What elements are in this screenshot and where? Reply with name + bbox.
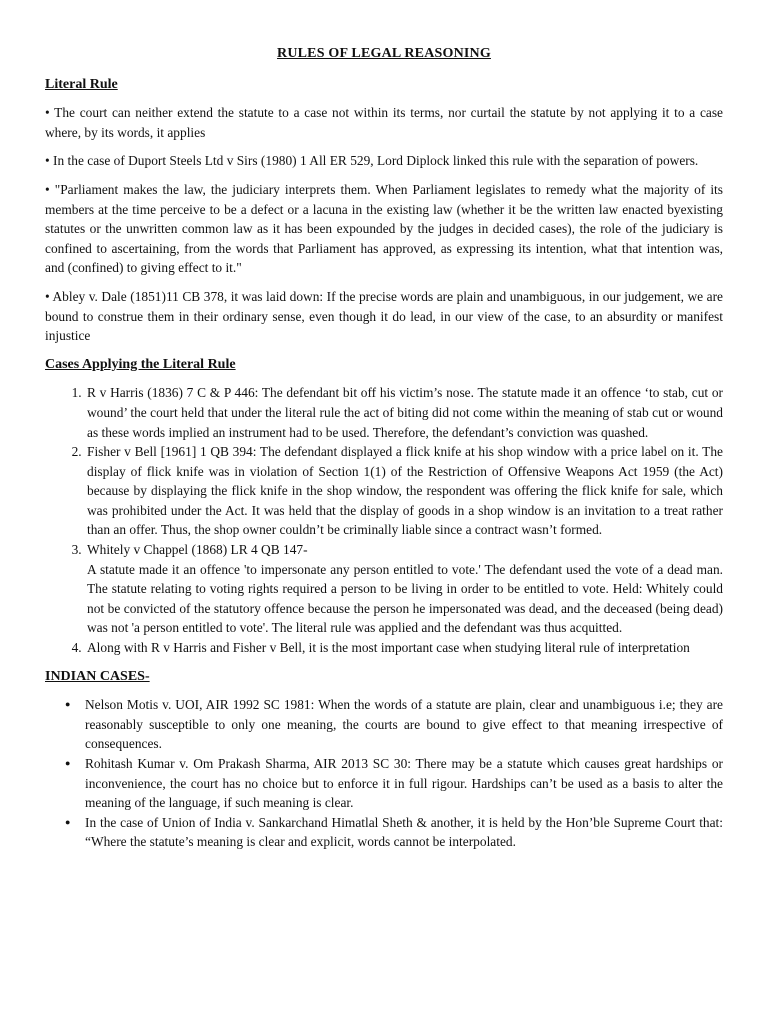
case-text: Fisher v Bell [1961] 1 QB 394: The defendant displayed a flick knife at his shop window with a price label on it. The display of flick knife was in violation of Section 1(1) of the Restriction of Offensive Weapons Act 1959 (the Act) because by displaying the flick knife in the shop window, the respondent was offering the flick knife for sale, which was prohibited under the Act. It was held that the display of goods in a shop window is an invitation to a treat rather than an offer. Thus, the shop owner couldn’t be criminally liable since a contract wasn’t formed. [87, 444, 723, 538]
list-item: ● Nelson Motis v. UOI, AIR 1992 SC 1981: When the words of a statute are plain, clear and unambiguous i.e; they are reasonably susceptible to only one meaning, the courts are bound to give effect to that meaning irrespective of consequences. [85, 695, 723, 754]
literal-rule-paragraph: • "Parliament makes the law, the judiciary interprets them. When Parliament legislates to remedy what the majority of its members at the time perceive to be a defect or a lacuna in the existing law (whether it be the written law enacted byexisting statutes or the unwritten common law as it has been expounded by the judges in decided cases), the role of the judiciary is confined to ascertaining, from the words that Parliament has approved, as expressing its intention, what that intention was, and (confined) to giving effect to it." [45, 181, 723, 276]
literal-rule-paragraph: • In the case of Duport Steels Ltd v Sirs (1980) 1 All ER 529, Lord Diplock linked this rule with the separation of powers. [45, 153, 699, 169]
case-text: R v Harris (1836) 7 C & P 446: The defendant bit off his victim’s nose. The statute made it an offence ‘to stab, cut or wound’ the court held that under the literal rule the act of biting did not come within the meaning of stab cut or wound as these words implied an instrument had to be used. Therefore, the defendant’s conviction was quashed. [87, 385, 723, 440]
list-item [85, 442, 723, 540]
document-title: RULES OF LEGAL REASONING [277, 46, 491, 61]
literal-rule-paragraph: • Abley v. Dale (1851)11 CB 378, it was laid down: If the precise words are plain and unambiguous, in our judgement, we are bound to construe them in their ordinary sense, even though it do lead, in our view of the case, to an absurdity or manifest injustice [45, 288, 723, 344]
list-item [85, 383, 723, 442]
list-item [85, 638, 723, 658]
section-heading-cases-applying: Cases Applying the Literal Rule [45, 356, 236, 372]
list-item [85, 540, 723, 638]
list-item: ● Rohitash Kumar v. Om Prakash Sharma, AIR 2013 SC 30: There may be a statute which causes great hardships or inconvenience, the court has no choice but to enforce it in full rigour. Hardships can’t be used as a basis to alter the meaning of the language, if such meaning is clear. [85, 754, 723, 813]
case-detail: A statute made it an offence 'to impersonate any person entitled to vote.' The defendant used the vote of a dead man. The statute relating to voting rights required a person to be living in order to be entitled to vote. Held: Whitely could not be convicted of the statutory offence because the person he impersonated was dead, and the deceased (being dead) was not 'a person entitled to vote'. The literal rule was applied and the defendant was thus acquitted. [87, 561, 723, 636]
literal-rule-paragraph: • The court can neither extend the statute to a case not within its terms, nor curtail the statute by not applying it to a case where, by its words, it applies [45, 105, 723, 140]
indian-cases-list [45, 695, 723, 852]
cases-list [45, 383, 723, 657]
case-text: Along with R v Harris and Fisher v Bell, it is the most important case when studying literal rule of interpretation [87, 640, 690, 656]
list-item: ● In the case of Union of India v. Sankarchand Himatlal Sheth & another, it is held by the Hon’ble Supreme Court that: “Where the statute’s meaning is clear and explicit, words cannot be interpolated. [85, 813, 723, 852]
case-text: Whitely v Chappel (1868) LR 4 QB 147- [87, 542, 308, 558]
section-heading-indian-cases: INDIAN CASES- [45, 668, 150, 684]
section-heading-literal-rule: Literal Rule [45, 76, 118, 92]
